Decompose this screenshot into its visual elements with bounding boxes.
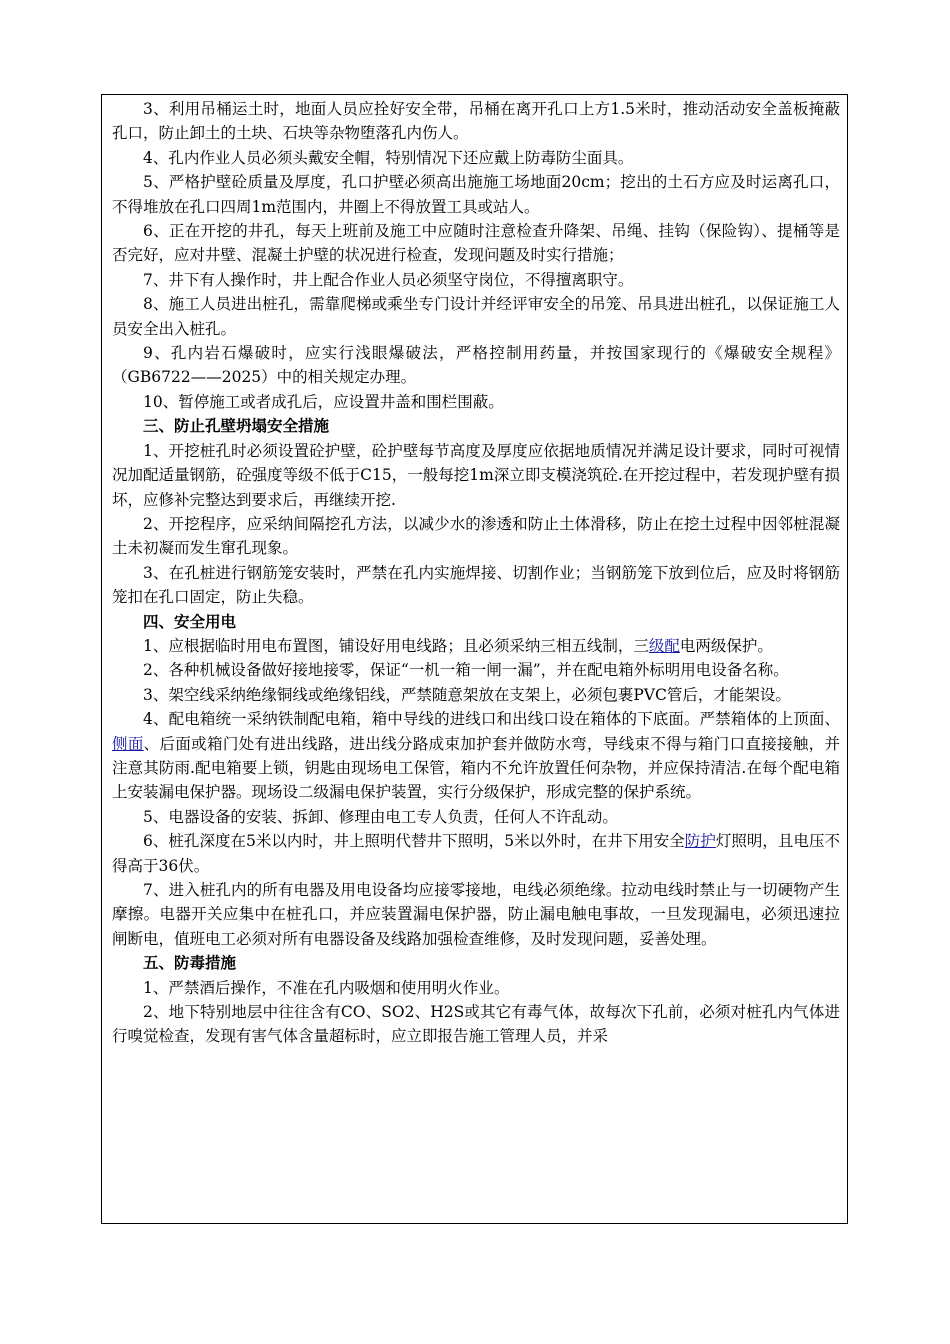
paragraph-well-cover: 10、暂停施工或者成孔后，应设置井盖和围栏围蔽。 [143, 392, 504, 411]
paragraph-helmet: 4、孔内作业人员必须头戴安全帽，特别情况下还应戴上防毒防尘面具。 [143, 148, 634, 167]
text-segment: 6、桩孔深度在5米以内时，井上照明代替井下照明，5米以外时，在井下用安全 [143, 832, 685, 851]
paragraph-insulation: 7、进入桩孔内的所有电器及用电设备均应接零接地，电线必须绝缘。拉动电线时禁止与一切硬物产生摩擦。电器开关应集中在桩孔口，并应装置漏电保护器，防止漏电触电事故，一旦发现漏电，必须迅速拉闸断电，值班电工必须对所有电器设备及线路加强检查维修，及时发现问题，妥善处理。 [112, 881, 840, 948]
paragraph-daily-check: 6、正在开挖的井孔，每天上班前及施工中应随时注意检查升降架、吊绳、挂钩（保险钩）、提桶等是否完好，应对井壁、混凝土护壁的状况进行检查，发现问题及时实行措施； [112, 222, 840, 265]
hyperlink-distribution[interactable]: 级配 [648, 636, 680, 655]
paragraph-bucket-transport: 3、利用吊桶运土时，地面人员应拴好安全带，吊桶在离开孔口上方1.5米时，推动活动安全盖板掩蔽孔口，防止卸土的土块、石块等杂物堕落孔内伤人。 [112, 100, 840, 143]
section-heading-electricity: 四、安全用电 [143, 612, 237, 631]
paragraph-retaining-wall: 1、开挖桩孔时必须设置砼护壁，砼护壁每节高度及厚度应依据地质情况并满足设计要求，同时可视情况加配适量钢筋，砼强度等级不低于C15，一般每挖1m深立即支模浇筑砼.在开挖过程中，若发现护壁有损坏，应修补完整达到要求后，再继续开挖. [112, 441, 840, 509]
paragraph-entry-exit: 8、施工人员进出桩孔，需靠爬梯或乘坐专门设计并经评审安全的吊笼、吊具进出桩孔，以保证施工人员安全出入桩孔。 [112, 295, 840, 338]
paragraph-toxic-gas: 2、地下特别地层中往往含有CO、SO2、H2S或其它有毒气体，故每次下孔前，必须对桩孔内气体进行嗅觉检查，发现有害气体含量超标时，应立即报告施工管理人员，并采 [112, 1003, 840, 1046]
text-segment: 、后面或箱门处有进出线路，进出线分路成束加护套并做防水弯，导线束不得与箱门口直接接触，并注意其防雨.配电箱要上锁，钥匙由现场电工保管，箱内不允许放置任何杂物，并应保持清洁.在每个配电箱上安装漏电保护器。现场设二级漏电保护装置，实行分级保护，形成完整的保护系统。 [112, 734, 840, 802]
paragraph-overhead-line: 3、架空线采纳绝缘铜线或绝缘铝线，严禁随意架放在支架上，必须包裹PVC管后，才能架设。 [143, 685, 791, 704]
section-heading-collapse: 三、防止孔壁坍塌安全措施 [143, 417, 330, 436]
paragraph-blasting: 9、孔内岩石爆破时，应实行浅眼爆破法，严格控制用药量，并按国家现行的《爆破安全规程》（GB6722——2025）中的相关规定办理。 [112, 344, 840, 387]
text-segment: 电两级保护。 [679, 636, 773, 655]
paragraph-stand-guard: 7、井下有人操作时，井上配合作业人员必须坚守岗位，不得擅离职守。 [143, 270, 634, 289]
text-segment: 4、配电箱统一采纳铁制配电箱，箱中导线的进线口和出线口设在箱体的下底面。严禁箱体的上顶面、 [143, 710, 840, 729]
paragraph-wall-quality: 5、严格护壁砼质量及厚度，孔口护壁必须高出施施工场地面20cm；挖出的土石方应及时运离孔口，不得堆放在孔口四周1m范围内，井圈上不得放置工具或站人。 [112, 173, 840, 216]
section-heading-antitoxic: 五、防毒措施 [143, 954, 237, 973]
text-segment: 1、应根据临时用电布置图，铺设好用电线路；且必须采纳三相五线制，三 [143, 636, 649, 655]
hyperlink-side[interactable]: 侧面 [112, 734, 144, 753]
paragraph-interval-digging: 2、开挖程序，应采纳间隔挖孔方法，以减少水的渗透和防止土体滑移，防止在挖土过程中因邻桩混凝土未初凝而发生窜孔现象。 [112, 514, 840, 558]
paragraph-wiring-layout [112, 634, 840, 658]
paragraph-no-alcohol: 1、严禁酒后操作，不准在孔内吸烟和使用明火作业。 [143, 978, 510, 997]
paragraph-cage-install: 3、在孔桩进行钢筋笼安装时，严禁在孔内实施焊接、切割作业；当钢筋笼下放到位后，应及时将钢筋笼扣在孔口固定，防止失稳。 [112, 563, 840, 607]
text-segment: 灯照明，且电压不得高于36伏。 [112, 832, 840, 875]
hyperlink-protection[interactable]: 防护 [684, 832, 716, 851]
paragraph-electrician: 5、电器设备的安装、拆卸、修理由电工专人负责，任何人不许乱动。 [143, 807, 618, 826]
paragraph-grounding: 2、各种机械设备做好接地接零，保证“一机一箱一闸一漏”，并在配电箱外标明用电设备名称。 [143, 661, 789, 680]
paragraph-lighting [112, 829, 840, 878]
document-body [112, 97, 840, 1049]
paragraph-distribution-box [112, 707, 840, 805]
